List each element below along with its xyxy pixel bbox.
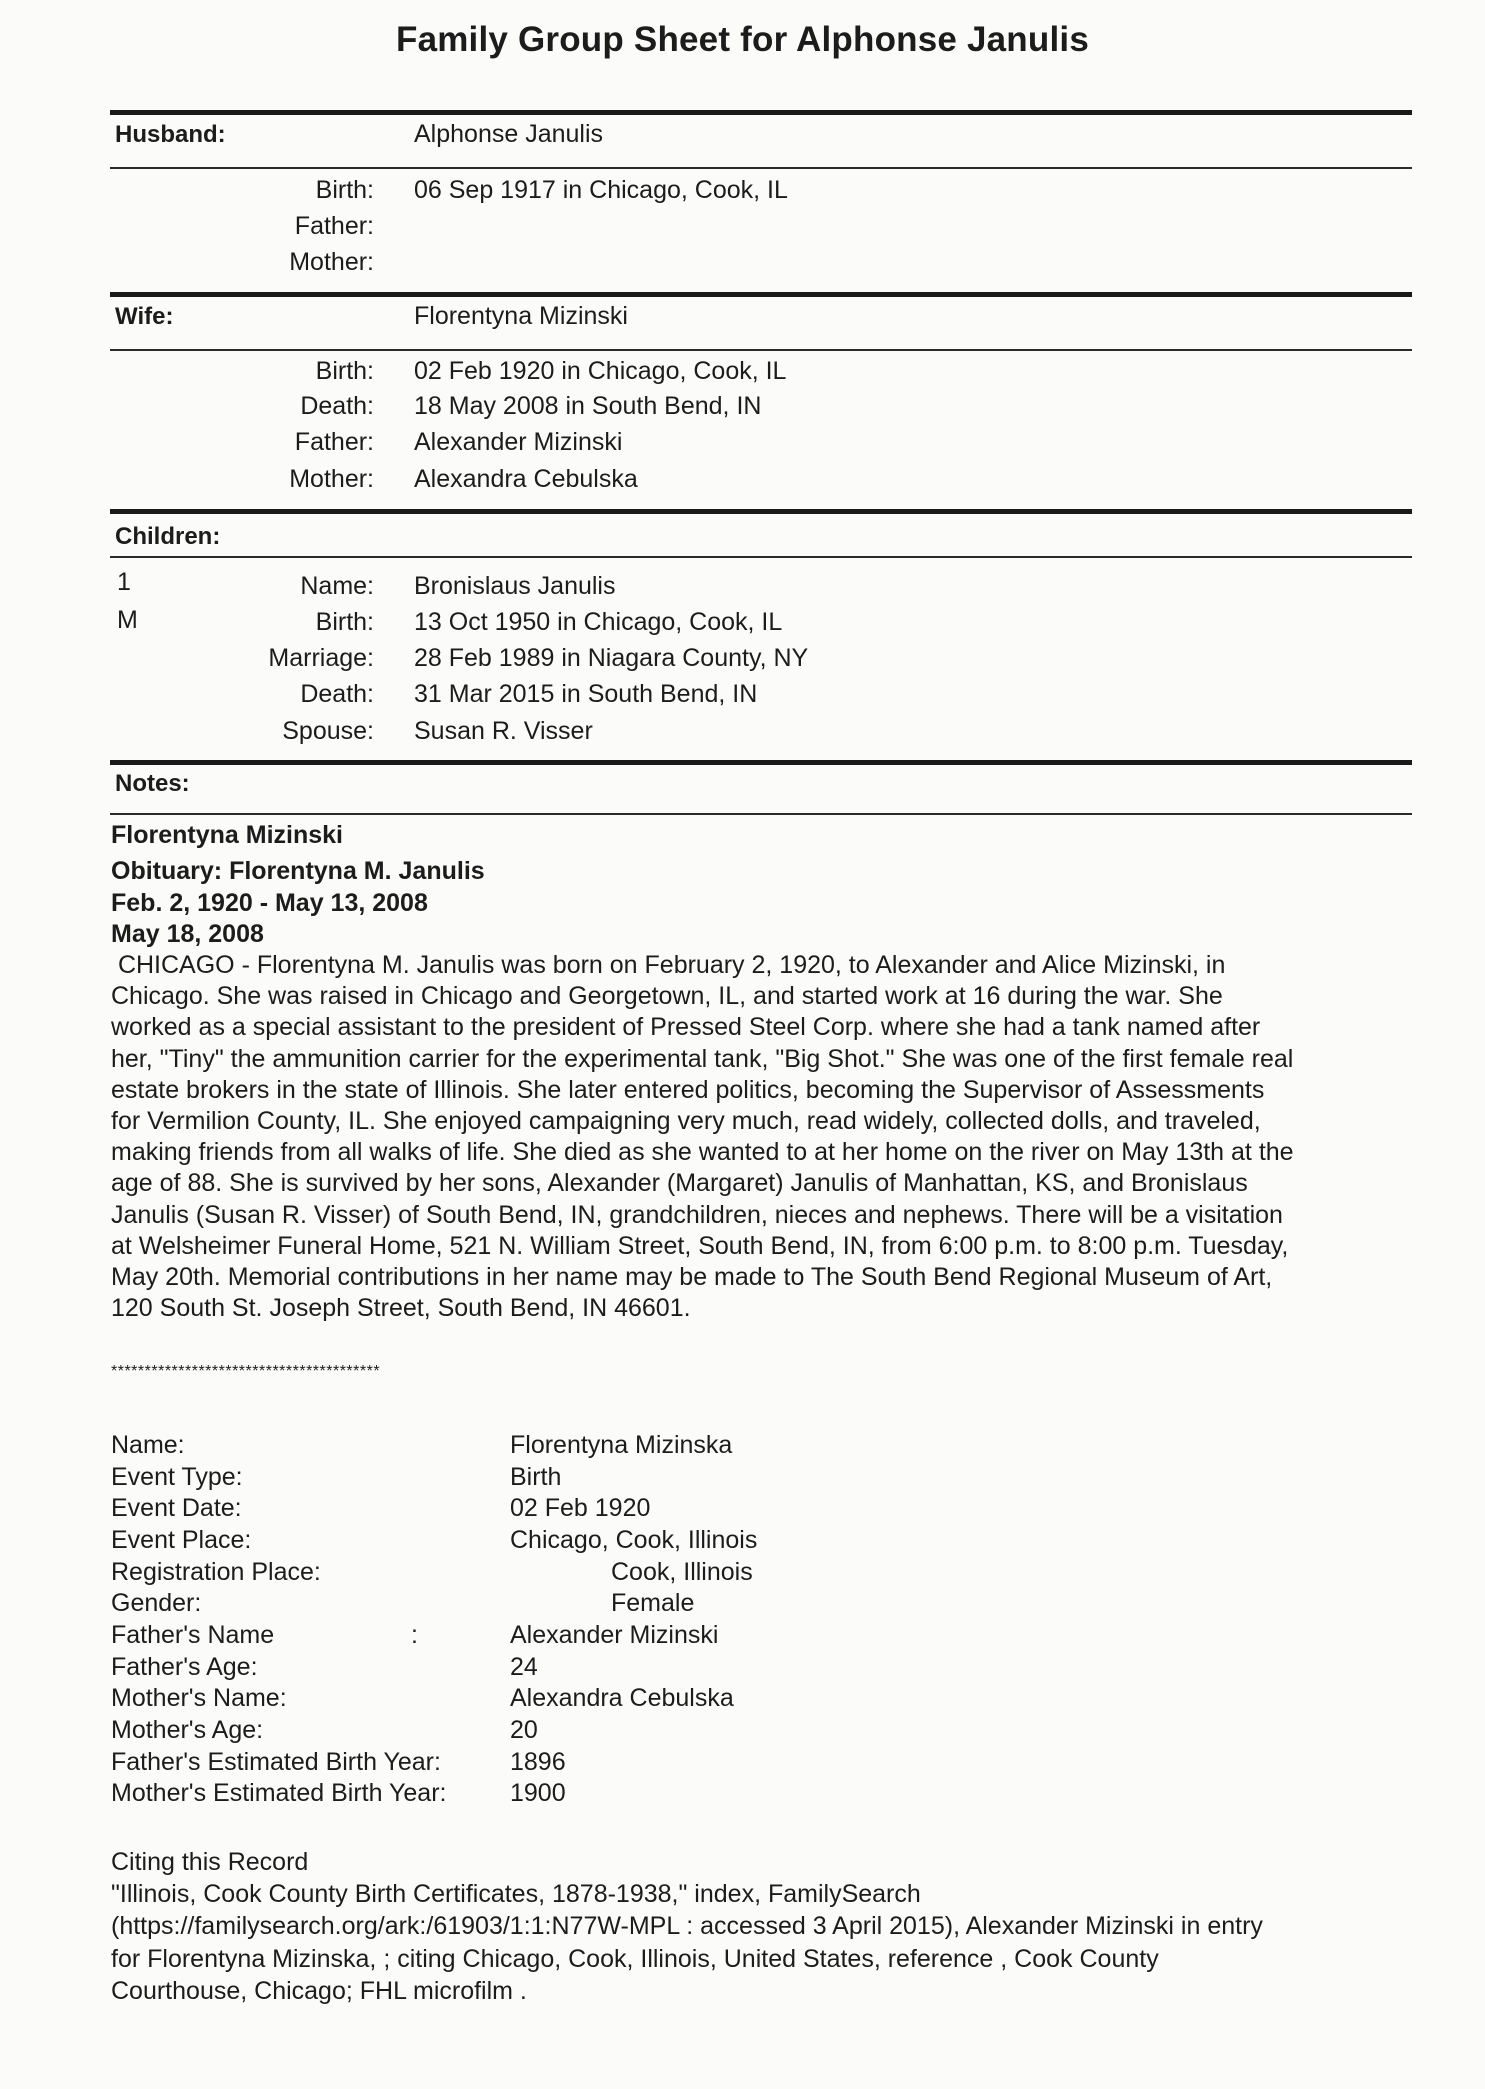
record-label: Father's Estimated Birth Year: [111, 1748, 441, 1776]
child-fact-value: Bronislaus Janulis [414, 572, 616, 600]
obituary-line: 120 South St. Joseph Street, South Bend, IN 46601. [111, 1294, 691, 1323]
obituary-line: worked as a special assistant to the president of Pressed Steel Corp. where she had a tank named after [111, 1013, 1261, 1042]
child-number: 1 [117, 568, 131, 596]
husband-name: Alphonse Janulis [414, 120, 604, 148]
section-rule [110, 110, 1412, 115]
section-divider [110, 349, 1412, 351]
section-divider [110, 556, 1412, 558]
record-value: Alexander Mizinski [510, 1621, 719, 1649]
child-fact-value: Susan R. Visser [414, 717, 593, 745]
record-label: Event Type: [111, 1463, 243, 1491]
obituary-line: Chicago. She was raised in Chicago and Georgetown, IL, and started work at 16 during the war. She [111, 982, 1223, 1011]
husband-fact-label: Mother: [289, 248, 374, 276]
record-value: 20 [510, 1716, 538, 1744]
children-label: Children: [115, 523, 221, 550]
child-fact-value: 28 Feb 1989 in Niagara County, NY [414, 644, 809, 672]
child-fact-label: Birth: [315, 608, 374, 636]
child-fact-label: Spouse: [282, 717, 374, 745]
record-value: 02 Feb 1920 [510, 1494, 651, 1522]
record-value: 1900 [510, 1779, 566, 1807]
record-label: Father's Name [111, 1621, 275, 1649]
wife-fact-value: 02 Feb 1920 in Chicago, Cook, IL [414, 357, 787, 385]
wife-fact-label: Father: [294, 428, 374, 456]
record-label: Mother's Age: [111, 1716, 264, 1744]
child-fact-value: 31 Mar 2015 in South Bend, IN [414, 680, 758, 708]
child-fact-value: 13 Oct 1950 in Chicago, Cook, IL [414, 608, 783, 636]
husband-label: Husband: [115, 121, 226, 148]
record-label: Mother's Estimated Birth Year: [111, 1779, 447, 1807]
record-value: 24 [510, 1653, 538, 1681]
record-label: Mother's Name: [111, 1684, 287, 1712]
notes-label: Notes: [115, 770, 190, 797]
obituary-line: May 20th. Memorial contributions in her name may be made to The South Bend Regional Museum of Art, [111, 1263, 1273, 1292]
obituary-line: CHICAGO - Florentyna M. Janulis was born on February 2, 1920, to Alexander and Alice Mizinski, in [111, 951, 1226, 979]
obituary-line: for Vermilion County, IL. She enjoyed campaigning very much, read widely, collected dolls, and traveled, [111, 1107, 1261, 1136]
citation-line: for Florentyna Mizinska, ; citing Chicago, Cook, Illinois, United States, reference , Cook County [111, 1944, 1159, 1973]
page-title: Family Group Sheet for Alphonse Janulis [395, 20, 1089, 59]
notes-heading: May 18, 2008 [111, 920, 264, 948]
child-fact-label: Name: [300, 572, 374, 600]
section-divider [110, 167, 1412, 169]
obituary-text [111, 950, 1421, 1324]
wife-fact-value: Alexandra Cebulska [414, 465, 638, 493]
citation-heading: Citing this Record [111, 1848, 309, 1876]
husband-fact-label: Father: [294, 212, 374, 240]
citation-line: Courthouse, Chicago; FHL microfilm . [111, 1976, 527, 2005]
wife-fact-value: Alexander Mizinski [414, 428, 623, 456]
section-rule [110, 292, 1412, 297]
obituary-line: at Welsheimer Funeral Home, 521 N. William Street, South Bend, IN, from 6:00 p.m. to 8:00 p.m. Tuesday, [111, 1231, 1289, 1260]
obituary-line: age of 88. She is survived by her sons, Alexander (Margaret) Janulis of Manhattan, KS, and Bronislaus [111, 1169, 1248, 1198]
husband-fact-value: 06 Sep 1917 in Chicago, Cook, IL [414, 176, 788, 204]
notes-heading: Feb. 2, 1920 - May 13, 2008 [111, 889, 428, 917]
obituary-line: making friends from all walks of life. She died as she wanted to at her home on the river on May 13th at the [111, 1138, 1294, 1167]
child-fact-label: Marriage: [268, 644, 374, 672]
citation-line: "Illinois, Cook County Birth Certificates, 1878-1938," index, FamilySearch [111, 1880, 921, 1909]
obituary-line: Janulis (Susan R. Visser) of South Bend, IN, grandchildren, nieces and nephews. There will be a visitation [111, 1200, 1283, 1229]
record-label: Name: [111, 1431, 185, 1459]
record-value: Chicago, Cook, Illinois [510, 1526, 758, 1554]
section-divider [110, 813, 1412, 815]
obituary-line: her, "Tiny" the ammunition carrier for the experimental tank, "Big Shot." She was one of the first female real [111, 1044, 1294, 1073]
record-value: Cook, Illinois [611, 1558, 753, 1586]
record-label: Father's Age: [111, 1653, 258, 1681]
record-value: Alexandra Cebulska [510, 1684, 734, 1712]
wife-name: Florentyna Mizinski [414, 302, 628, 330]
separator-stars: **************************************** [111, 1363, 381, 1380]
record-value: Birth [510, 1463, 562, 1491]
notes-heading: Obituary: Florentyna M. Janulis [111, 857, 485, 885]
record-label: Event Date: [111, 1494, 242, 1522]
record-value: Florentyna Mizinska [510, 1431, 733, 1459]
record-label: Event Place: [111, 1526, 252, 1554]
record-label: Gender: [111, 1589, 202, 1617]
notes-heading: Florentyna Mizinski [111, 821, 343, 849]
record-value: Female [611, 1589, 695, 1617]
wife-fact-label: Mother: [289, 465, 374, 493]
section-rule [110, 509, 1412, 514]
wife-fact-value: 18 May 2008 in South Bend, IN [414, 392, 762, 420]
citation [111, 1846, 1263, 2007]
child-fact-label: Death: [300, 680, 374, 708]
wife-fact-label: Death: [300, 392, 374, 420]
child-sex: M [117, 606, 138, 634]
record-label: Registration Place: [111, 1558, 321, 1586]
wife-fact-label: Birth: [315, 357, 374, 385]
citation-line: (https://familysearch.org/ark:/61903/1:1:N77W-MPL : accessed 3 April 2015), Alexander Mizinski in entry [111, 1912, 1263, 1941]
section-rule [110, 760, 1412, 765]
obituary-line: estate brokers in the state of Illinois. She later entered politics, becoming the Supervisor of Assessments [111, 1075, 1265, 1104]
record-colon: : [411, 1621, 418, 1649]
husband-fact-label: Birth: [315, 176, 374, 204]
record-value: 1896 [510, 1748, 566, 1776]
wife-label: Wife: [115, 303, 174, 330]
